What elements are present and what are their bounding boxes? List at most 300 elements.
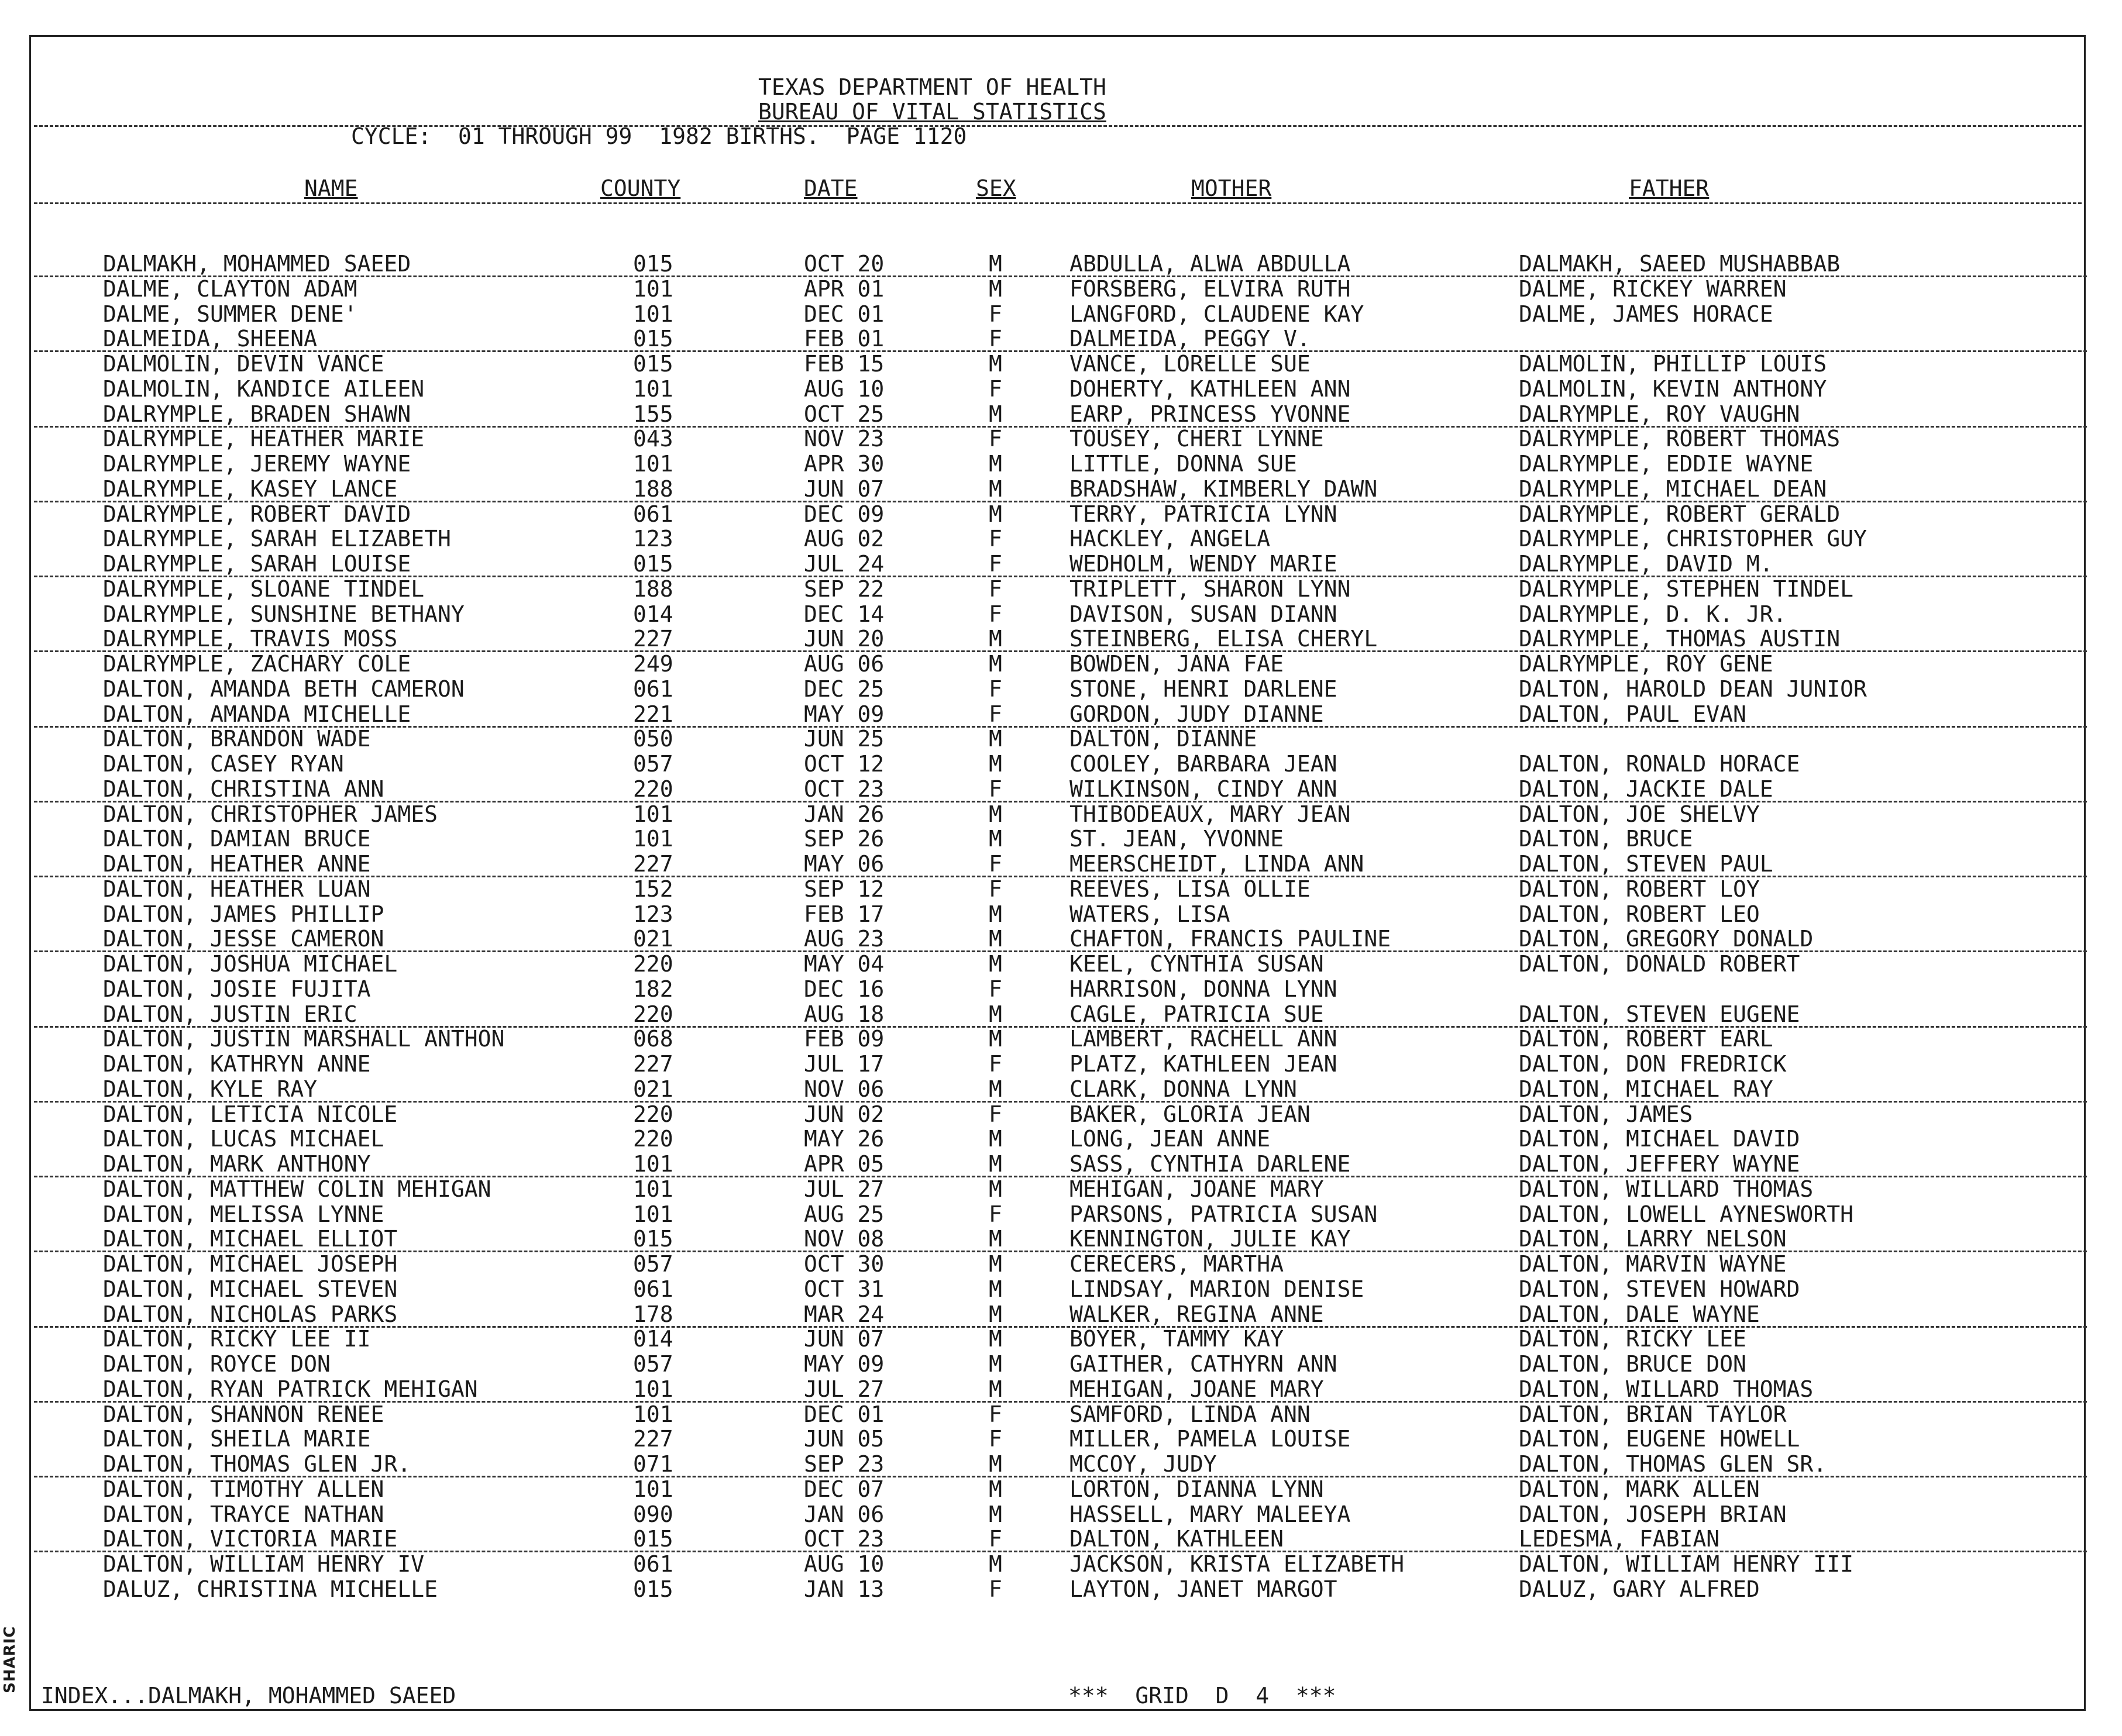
record-father: DALTON, WILLARD THOMAS: [1519, 1176, 1814, 1202]
record-father: DALTON, MICHAEL DAVID: [1519, 1126, 1800, 1152]
record-name: DALRYMPLE, SLOANE TINDEL: [103, 576, 425, 602]
record-name: DALRYMPLE, BRADEN SHAWN: [103, 401, 411, 427]
record-father: DALME, JAMES HORACE: [1519, 301, 1773, 327]
record-name: DALTON, JAMES PHILLIP: [103, 901, 384, 927]
record-mother: HARRISON, DONNA LYNN: [1069, 976, 1337, 1002]
record-date: DEC 25: [804, 676, 885, 702]
record-county: 068: [633, 1026, 673, 1052]
record-date: JUL 27: [804, 1376, 885, 1402]
record-father: DALTON, JACKIE DALE: [1519, 776, 1773, 802]
record-father: DALRYMPLE, CHRISTOPHER GUY: [1519, 526, 1867, 552]
record-county: 014: [633, 601, 673, 627]
record-county: 227: [633, 1051, 673, 1077]
record-county: 220: [633, 1126, 673, 1152]
record-row: [0, 327, 2122, 352]
record-mother: BAKER, GLORIA JEAN: [1069, 1101, 1311, 1127]
record-county: 101: [633, 826, 673, 852]
record-row: [0, 1152, 2122, 1177]
record-row: [0, 877, 2122, 903]
record-date: DEC 16: [804, 976, 885, 1002]
record-date: AUG 25: [804, 1201, 885, 1227]
record-county: 101: [633, 1201, 673, 1227]
record-mother: DOHERTY, KATHLEEN ANN: [1069, 376, 1351, 402]
record-father: DALTON, JOE SHELVY: [1519, 801, 1760, 827]
record-name: DALRYMPLE, JEREMY WAYNE: [103, 451, 411, 477]
col-father-header: FATHER: [1629, 175, 1710, 201]
record-date: MAY 26: [804, 1126, 885, 1152]
record-county: 015: [633, 551, 673, 577]
record-father: DALTON, PAUL EVAN: [1519, 701, 1746, 727]
record-date: SEP 12: [804, 876, 885, 902]
record-mother: LINDSAY, MARION DENISE: [1069, 1276, 1364, 1302]
record-father: DALTON, STEVEN PAUL: [1519, 851, 1773, 877]
header-rule: [34, 125, 2082, 127]
record-sex: M: [989, 801, 1002, 827]
record-mother: GORDON, JUDY DIANNE: [1069, 701, 1324, 727]
record-name: DALTON, MICHAEL ELLIOT: [103, 1226, 398, 1252]
record-date: JUN 20: [804, 626, 885, 652]
record-mother: LITTLE, DONNA SUE: [1069, 451, 1297, 477]
record-name: DALTON, TRAYCE NATHAN: [103, 1501, 384, 1527]
record-mother: HASSELL, MARY MALEEYA: [1069, 1501, 1351, 1527]
record-row: [0, 1427, 2122, 1452]
record-name: DALTON, HEATHER ANNE: [103, 851, 371, 877]
record-date: SEP 23: [804, 1451, 885, 1477]
record-father: DALTON, JAMES: [1519, 1101, 1693, 1127]
record-mother: LAYTON, JANET MARGOT: [1069, 1576, 1337, 1602]
record-sex: M: [989, 1351, 1002, 1377]
record-mother: CLARK, DONNA LYNN: [1069, 1076, 1297, 1102]
record-county: 188: [633, 576, 673, 602]
record-father: DALTON, WILLARD THOMAS: [1519, 1376, 1814, 1402]
record-row: [0, 1103, 2122, 1128]
record-father: DALUZ, GARY ALFRED: [1519, 1576, 1760, 1602]
record-row: [0, 1552, 2122, 1577]
record-row: [0, 1327, 2122, 1352]
record-sex: M: [989, 275, 1002, 302]
record-row: [0, 1203, 2122, 1228]
record-row: [0, 352, 2122, 377]
record-sex: F: [989, 676, 1002, 702]
record-county: 220: [633, 776, 673, 802]
record-sex: M: [989, 926, 1002, 952]
record-row: [0, 277, 2122, 302]
record-sex: M: [989, 1276, 1002, 1302]
record-county: 015: [633, 1226, 673, 1252]
record-mother: SAMFORD, LINDA ANN: [1069, 1401, 1311, 1427]
record-row: [0, 527, 2122, 552]
record-mother: STEINBERG, ELISA CHERYL: [1069, 626, 1378, 652]
record-date: OCT 12: [804, 751, 885, 777]
record-father: DALTON, STEVEN HOWARD: [1519, 1276, 1800, 1302]
record-date: DEC 01: [804, 1401, 885, 1427]
record-mother: BRADSHAW, KIMBERLY DAWN: [1069, 476, 1378, 502]
record-name: DALTON, WILLIAM HENRY IV: [103, 1551, 425, 1577]
record-mother: VANCE, LORELLE SUE: [1069, 351, 1311, 377]
record-name: DALTON, ROYCE DON: [103, 1351, 331, 1377]
record-mother: BOWDEN, JANA FAE: [1069, 651, 1284, 677]
record-sex: F: [989, 551, 1002, 577]
record-date: SEP 26: [804, 826, 885, 852]
col-county-header: COUNTY: [600, 175, 681, 201]
record-sex: F: [989, 776, 1002, 802]
record-county: 227: [633, 626, 673, 652]
record-name: DALTON, VICTORIA MARIE: [103, 1526, 398, 1552]
record-sex: M: [989, 1251, 1002, 1277]
record-name: DALTON, TIMOTHY ALLEN: [103, 1476, 384, 1502]
record-date: AUG 10: [804, 376, 885, 402]
record-father: DALTON, HAROLD DEAN JUNIOR: [1519, 676, 1867, 702]
record-name: DALRYMPLE, HEATHER MARIE: [103, 426, 425, 452]
record-date: AUG 23: [804, 926, 885, 952]
record-father: DALTON, EUGENE HOWELL: [1519, 1426, 1800, 1452]
record-father: DALTON, ROBERT LEO: [1519, 901, 1760, 927]
record-name: DALTON, JUSTIN MARSHALL ANTHON: [103, 1026, 505, 1052]
record-father: DALTON, STEVEN EUGENE: [1519, 1001, 1800, 1027]
record-sex: F: [989, 1426, 1002, 1452]
record-county: 021: [633, 1076, 673, 1102]
record-sex: M: [989, 1451, 1002, 1477]
records-list: [0, 252, 2122, 1603]
record-name: DALTON, LUCAS MICHAEL: [103, 1126, 384, 1152]
record-mother: KEEL, CYNTHIA SUSAN: [1069, 951, 1324, 977]
record-county: 188: [633, 476, 673, 502]
record-row: [0, 802, 2122, 828]
record-father: DALTON, ROBERT EARL: [1519, 1026, 1773, 1052]
record-father: DALTON, LOWELL AYNESWORTH: [1519, 1201, 1853, 1227]
record-sex: M: [989, 726, 1002, 752]
record-row: [0, 1027, 2122, 1052]
record-row: [0, 1003, 2122, 1028]
record-name: DALTON, JOSHUA MICHAEL: [103, 951, 398, 977]
record-sex: F: [989, 326, 1002, 352]
record-mother: WEDHOLM, WENDY MARIE: [1069, 551, 1337, 577]
record-sex: F: [989, 1101, 1002, 1127]
record-sex: M: [989, 476, 1002, 502]
record-mother: PLATZ, KATHLEEN JEAN: [1069, 1051, 1337, 1077]
record-mother: MEHIGAN, JOANE MARY: [1069, 1176, 1324, 1202]
record-father: DALRYMPLE, ROBERT GERALD: [1519, 501, 1841, 527]
record-mother: THIBODEAUX, MARY JEAN: [1069, 801, 1351, 827]
record-row: [0, 252, 2122, 277]
record-father: DALTON, MARK ALLEN: [1519, 1476, 1760, 1502]
record-date: APR 05: [804, 1151, 885, 1177]
record-mother: LONG, JEAN ANNE: [1069, 1126, 1271, 1152]
record-father: DALTON, MICHAEL RAY: [1519, 1076, 1773, 1102]
record-date: FEB 09: [804, 1026, 885, 1052]
record-county: 221: [633, 701, 673, 727]
record-county: 061: [633, 1551, 673, 1577]
record-date: MAY 09: [804, 701, 885, 727]
record-name: DALTON, KYLE RAY: [103, 1076, 318, 1102]
record-date: JUN 07: [804, 1326, 885, 1352]
side-label: SHARIC: [1, 1625, 19, 1693]
record-county: 101: [633, 1151, 673, 1177]
record-name: DALTON, MELISSA LYNNE: [103, 1201, 384, 1227]
record-name: DALTON, CHRISTOPHER JAMES: [103, 801, 438, 827]
record-row: [0, 1377, 2122, 1403]
record-sex: M: [989, 1551, 1002, 1577]
record-row: [0, 852, 2122, 877]
record-county: 015: [633, 1576, 673, 1602]
record-date: APR 01: [804, 275, 885, 302]
record-mother: TOUSEY, CHERI LYNNE: [1069, 426, 1324, 452]
record-date: FEB 15: [804, 351, 885, 377]
record-county: 061: [633, 1276, 673, 1302]
record-mother: DALTON, KATHLEEN: [1069, 1526, 1284, 1552]
record-row: [0, 1527, 2122, 1552]
record-name: DALRYMPLE, ROBERT DAVID: [103, 501, 411, 527]
record-mother: TRIPLETT, SHARON LYNN: [1069, 576, 1351, 602]
record-name: DALTON, AMANDA MICHELLE: [103, 701, 411, 727]
record-row: [0, 1177, 2122, 1203]
record-father: DALMOLIN, PHILLIP LOUIS: [1519, 351, 1827, 377]
record-mother: PARSONS, PATRICIA SUSAN: [1069, 1201, 1378, 1227]
record-sex: M: [989, 1501, 1002, 1527]
record-row: [0, 727, 2122, 752]
record-county: 227: [633, 1426, 673, 1452]
record-sex: M: [989, 1126, 1002, 1152]
record-father: DALTON, RONALD HORACE: [1519, 751, 1800, 777]
record-county: 101: [633, 1376, 673, 1402]
record-sex: M: [989, 1326, 1002, 1352]
record-father: DALRYMPLE, STEPHEN TINDEL: [1519, 576, 1853, 602]
record-name: DALTON, JUSTIN ERIC: [103, 1001, 357, 1027]
record-sex: F: [989, 876, 1002, 902]
agency-title: TEXAS DEPARTMENT OF HEALTH: [758, 74, 1106, 100]
record-sex: F: [989, 576, 1002, 602]
record-row: [0, 1352, 2122, 1377]
record-date: NOV 23: [804, 426, 885, 452]
record-sex: F: [989, 1201, 1002, 1227]
record-name: DALTON, LETICIA NICOLE: [103, 1101, 398, 1127]
record-county: 061: [633, 676, 673, 702]
record-name: DALTON, THOMAS GLEN JR.: [103, 1451, 411, 1477]
record-row: [0, 1452, 2122, 1477]
record-sex: F: [989, 1051, 1002, 1077]
record-date: MAR 24: [804, 1301, 885, 1327]
col-date-header: DATE: [804, 175, 858, 201]
record-name: DALTON, JESSE CAMERON: [103, 926, 384, 952]
record-date: JAN 26: [804, 801, 885, 827]
record-sex: M: [989, 1176, 1002, 1202]
record-name: DALMOLIN, KANDICE AILEEN: [103, 376, 425, 402]
record-county: 021: [633, 926, 673, 952]
record-father: DALTON, RICKY LEE: [1519, 1326, 1746, 1352]
record-name: DALME, CLAYTON ADAM: [103, 275, 357, 302]
record-county: 101: [633, 376, 673, 402]
record-date: DEC 07: [804, 1476, 885, 1502]
record-sex: M: [989, 751, 1002, 777]
record-name: DALRYMPLE, ZACHARY COLE: [103, 651, 411, 677]
record-date: FEB 17: [804, 901, 885, 927]
record-father: DALTON, BRIAN TAYLOR: [1519, 1401, 1787, 1427]
record-sex: F: [989, 376, 1002, 402]
record-name: DALME, SUMMER DENE': [103, 301, 357, 327]
record-date: DEC 14: [804, 601, 885, 627]
record-date: JAN 13: [804, 1576, 885, 1602]
record-county: 050: [633, 726, 673, 752]
record-mother: STONE, HENRI DARLENE: [1069, 676, 1337, 702]
record-date: OCT 23: [804, 1526, 885, 1552]
record-row: [0, 1303, 2122, 1328]
record-county: 101: [633, 1476, 673, 1502]
record-father: LEDESMA, FABIAN: [1519, 1526, 1720, 1552]
record-row: [0, 1077, 2122, 1103]
record-date: SEP 22: [804, 576, 885, 602]
record-mother: ST. JEAN, YVONNE: [1069, 826, 1284, 852]
record-name: DALTON, SHEILA MARIE: [103, 1426, 371, 1452]
record-mother: ABDULLA, ALWA ABDULLA: [1069, 251, 1351, 277]
record-row: [0, 1227, 2122, 1252]
record-county: 057: [633, 1251, 673, 1277]
record-mother: CERECERS, MARTHA: [1069, 1251, 1284, 1277]
record-father: DALTON, DONALD ROBERT: [1519, 951, 1800, 977]
record-row: [0, 402, 2122, 428]
record-sex: M: [989, 651, 1002, 677]
record-father: DALTON, LARRY NELSON: [1519, 1226, 1787, 1252]
record-name: DALTON, DAMIAN BRUCE: [103, 826, 371, 852]
record-row: [0, 1127, 2122, 1152]
record-name: DALTON, CASEY RYAN: [103, 751, 344, 777]
record-sex: M: [989, 351, 1002, 377]
record-name: DALTON, BRANDON WADE: [103, 726, 371, 752]
record-name: DALRYMPLE, SUNSHINE BETHANY: [103, 601, 465, 627]
record-name: DALTON, MARK ANTHONY: [103, 1151, 371, 1177]
record-mother: WILKINSON, CINDY ANN: [1069, 776, 1337, 802]
record-mother: LAMBERT, RACHELL ANN: [1069, 1026, 1337, 1052]
record-county: 220: [633, 1101, 673, 1127]
record-sex: M: [989, 1151, 1002, 1177]
record-father: DALRYMPLE, THOMAS AUSTIN: [1519, 626, 1841, 652]
record-date: JUL 17: [804, 1051, 885, 1077]
record-row: [0, 1577, 2122, 1603]
record-mother: FORSBERG, ELVIRA RUTH: [1069, 275, 1351, 302]
record-date: APR 30: [804, 451, 885, 477]
record-mother: WALKER, REGINA ANNE: [1069, 1301, 1324, 1327]
cycle-line: CYCLE: 01 THROUGH 99 1982 BIRTHS. PAGE 1120: [351, 123, 967, 149]
record-sex: M: [989, 401, 1002, 427]
record-name: DALMAKH, MOHAMMED SAEED: [103, 251, 411, 277]
col-sex-header: SEX: [976, 175, 1016, 201]
record-father: DALTON, GREGORY DONALD: [1519, 926, 1814, 952]
record-county: 101: [633, 1401, 673, 1427]
record-county: 061: [633, 501, 673, 527]
record-county: 101: [633, 275, 673, 302]
record-date: OCT 20: [804, 251, 885, 277]
record-name: DALTON, JOSIE FUJITA: [103, 976, 371, 1002]
record-county: 101: [633, 1176, 673, 1202]
col-mother-header: MOTHER: [1191, 175, 1272, 201]
record-mother: BOYER, TAMMY KAY: [1069, 1326, 1284, 1352]
record-date: NOV 06: [804, 1076, 885, 1102]
record-father: DALRYMPLE, DAVID M.: [1519, 551, 1773, 577]
record-county: 178: [633, 1301, 673, 1327]
record-date: JUN 02: [804, 1101, 885, 1127]
record-name: DALTON, HEATHER LUAN: [103, 876, 371, 902]
record-row: [0, 302, 2122, 328]
record-mother: MCCOY, JUDY: [1069, 1451, 1217, 1477]
record-county: 015: [633, 251, 673, 277]
record-county: 043: [633, 426, 673, 452]
record-sex: F: [989, 1576, 1002, 1602]
record-county: 220: [633, 1001, 673, 1027]
record-sex: F: [989, 301, 1002, 327]
record-date: FEB 01: [804, 326, 885, 352]
record-date: JUL 27: [804, 1176, 885, 1202]
record-mother: MILLER, PAMELA LOUISE: [1069, 1426, 1351, 1452]
record-date: JUN 05: [804, 1426, 885, 1452]
record-father: DALRYMPLE, ROY GENE: [1519, 651, 1773, 677]
record-date: OCT 31: [804, 1276, 885, 1302]
record-mother: CHAFTON, FRANCIS PAULINE: [1069, 926, 1391, 952]
record-county: 071: [633, 1451, 673, 1477]
record-county: 220: [633, 951, 673, 977]
record-county: 249: [633, 651, 673, 677]
record-father: DALRYMPLE, ROBERT THOMAS: [1519, 426, 1841, 452]
record-county: 123: [633, 526, 673, 552]
record-county: 101: [633, 801, 673, 827]
record-name: DALMOLIN, DEVIN VANCE: [103, 351, 384, 377]
record-sex: F: [989, 701, 1002, 727]
record-row: [0, 927, 2122, 952]
record-sex: F: [989, 976, 1002, 1002]
record-mother: EARP, PRINCESS YVONNE: [1069, 401, 1351, 427]
record-row: [0, 652, 2122, 677]
record-date: AUG 18: [804, 1001, 885, 1027]
record-sex: M: [989, 826, 1002, 852]
record-name: DALTON, NICHOLAS PARKS: [103, 1301, 398, 1327]
record-name: DALRYMPLE, KASEY LANCE: [103, 476, 398, 502]
record-row: [0, 952, 2122, 977]
record-father: DALMAKH, SAEED MUSHABBAB: [1519, 251, 1841, 277]
record-father: DALTON, BRUCE DON: [1519, 1351, 1746, 1377]
record-county: 057: [633, 1351, 673, 1377]
record-mother: DALMEIDA, PEGGY V.: [1069, 326, 1311, 352]
record-sex: F: [989, 1526, 1002, 1552]
record-sex: F: [989, 1401, 1002, 1427]
record-name: DALTON, RICKY LEE II: [103, 1326, 371, 1352]
record-row: [0, 602, 2122, 628]
record-mother: KENNINGTON, JULIE KAY: [1069, 1226, 1351, 1252]
record-sex: F: [989, 526, 1002, 552]
record-mother: SASS, CYNTHIA DARLENE: [1069, 1151, 1351, 1177]
record-name: DALRYMPLE, TRAVIS MOSS: [103, 626, 398, 652]
record-row: [0, 752, 2122, 777]
record-father: DALRYMPLE, D. K. JR.: [1519, 601, 1787, 627]
record-mother: WATERS, LISA: [1069, 901, 1230, 927]
record-county: 155: [633, 401, 673, 427]
record-row: [0, 427, 2122, 452]
record-row: [0, 452, 2122, 477]
record-name: DALTON, MICHAEL STEVEN: [103, 1276, 398, 1302]
record-row: [0, 1052, 2122, 1077]
record-row: [0, 677, 2122, 702]
record-date: JUN 25: [804, 726, 885, 752]
record-row: [0, 777, 2122, 802]
record-county: 101: [633, 451, 673, 477]
record-sex: M: [989, 1226, 1002, 1252]
record-date: AUG 02: [804, 526, 885, 552]
record-father: DALME, RICKEY WARREN: [1519, 275, 1787, 302]
record-father: DALTON, BRUCE: [1519, 826, 1693, 852]
record-mother: LORTON, DIANNA LYNN: [1069, 1476, 1324, 1502]
record-date: JUL 24: [804, 551, 885, 577]
record-sex: M: [989, 1026, 1002, 1052]
record-county: 014: [633, 1326, 673, 1352]
record-date: JAN 06: [804, 1501, 885, 1527]
record-father: DALTON, DON FREDRICK: [1519, 1051, 1787, 1077]
